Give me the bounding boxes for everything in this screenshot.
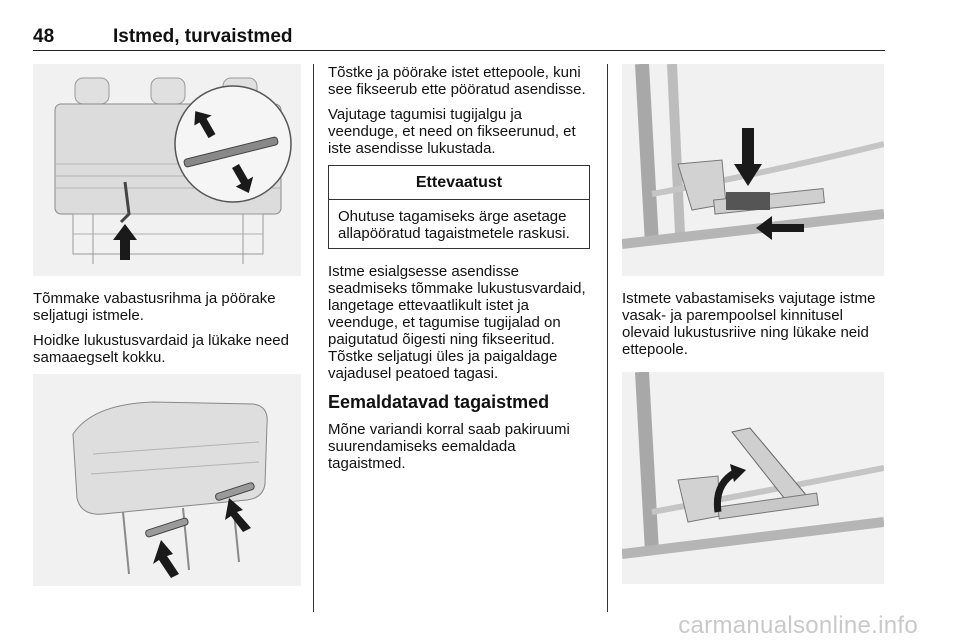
warning-text: Ohutuse tagamiseks ärge asetage allapööratud tagaistmetele raskusi.	[338, 208, 570, 242]
instruction-paragraph: Tõstke ja pöörake istet ettepoole, kuni see fikseerub ette pööratud asendisse.	[328, 64, 586, 98]
warning-box	[328, 165, 590, 249]
column-3	[622, 64, 884, 584]
section-heading: Eemaldatavad tagaistmed	[328, 392, 550, 412]
page-header	[33, 20, 885, 51]
instruction-paragraph: Istme esialgsesse asendisse seadmiseks tõmmake lukustusvardaid, langetage ettevaatlikult istet ja veenduge, et tagumise tugijalad on paigutatud õigesti ning fikseeritud. Tõstke seljatugi üles ja paigaldage vajadusel peatoed tagasi.	[328, 263, 586, 382]
instruction-paragraph: Mõne variandi korral saab pakiruumi suurendamiseks eemaldada tagaistmed.	[328, 421, 570, 472]
instruction-paragraph: Vajutage tagumisi tugijalgu ja veenduge, et need on fikseerunud, et iste asendisse lukustada.	[328, 106, 576, 157]
figure-lock-rods	[33, 374, 301, 586]
column-2	[328, 64, 592, 480]
instruction-paragraph: Tõmmake vabastusrihma ja pöörake seljatugi istmele.	[33, 290, 276, 324]
column-divider-right	[607, 64, 608, 612]
chapter-title: Istmed, turvaistmed	[113, 26, 293, 47]
instruction-paragraph: Istmete vabastamiseks vajutage istme vasak- ja parempoolsel kinnitusel olevaid lukustusriive ning lükake neid ettepoole.	[622, 290, 876, 358]
column-divider-left	[313, 64, 314, 612]
figure-latch-press	[622, 64, 884, 276]
warning-title: Ettevaatust	[329, 166, 589, 200]
figure-seat-release-strap	[33, 64, 301, 276]
watermark: carmanualsonline.info	[678, 612, 918, 639]
column-1	[33, 64, 301, 586]
instruction-paragraph: Hoidke lukustusvardaid ja lükake need samaaegselt kokku.	[33, 332, 289, 366]
page-number: 48	[33, 26, 55, 47]
figure-latch-forward	[622, 372, 884, 584]
